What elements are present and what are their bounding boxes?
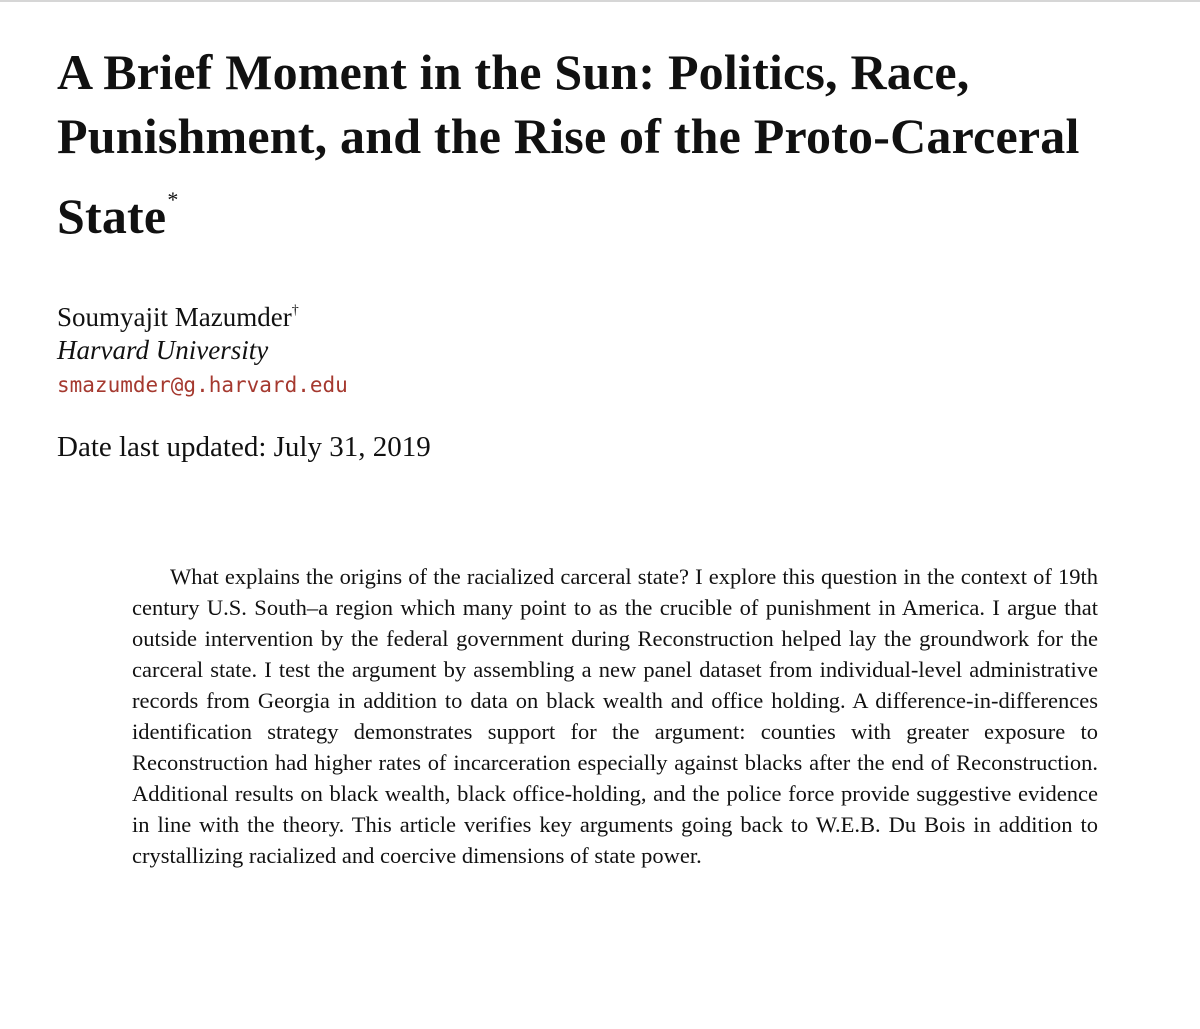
paper-title-text: A Brief Moment in the Sun: Politics, Race, Punishment, and the Rise of the Proto-Carceral State bbox=[57, 44, 1080, 244]
author-email-link[interactable]: smazumder@g.harvard.edu bbox=[57, 373, 348, 397]
date-last-updated: Date last updated: July 31, 2019 bbox=[57, 431, 431, 463]
author-affiliation: Harvard University bbox=[57, 335, 269, 365]
title-footnote-mark[interactable]: * bbox=[167, 187, 179, 212]
page-top-border bbox=[0, 0, 1200, 2]
paper-title bbox=[57, 40, 1147, 248]
author-name-text: Soumyajit Mazumder bbox=[57, 302, 292, 332]
author-name bbox=[57, 296, 348, 332]
author-footnote-mark[interactable]: † bbox=[291, 303, 299, 318]
author-block bbox=[57, 296, 348, 402]
abstract: What explains the origins of the racialized carceral state? I explore this question in the context of 19th century U.S. South–a region which many point to as the crucible of punishment in America. I argue that outside intervention by the federal government during Reconstruction helped lay the groundwork for the carceral state. I test the argument by assembling a new panel dataset from individual-level administrative records from Georgia in addition to data on black wealth and office holding. A difference-in-differences identification strategy demonstrates support for the argument: counties with greater exposure to Reconstruction had higher rates of incarceration especially against blacks after the end of Reconstruction. Additional results on black wealth, black office-holding, and the police force provide suggestive evidence in line with the theory. This article verifies key arguments going back to W.E.B. Du Bois in addition to crystallizing racialized and coercive dimensions of state power. bbox=[132, 564, 1098, 868]
